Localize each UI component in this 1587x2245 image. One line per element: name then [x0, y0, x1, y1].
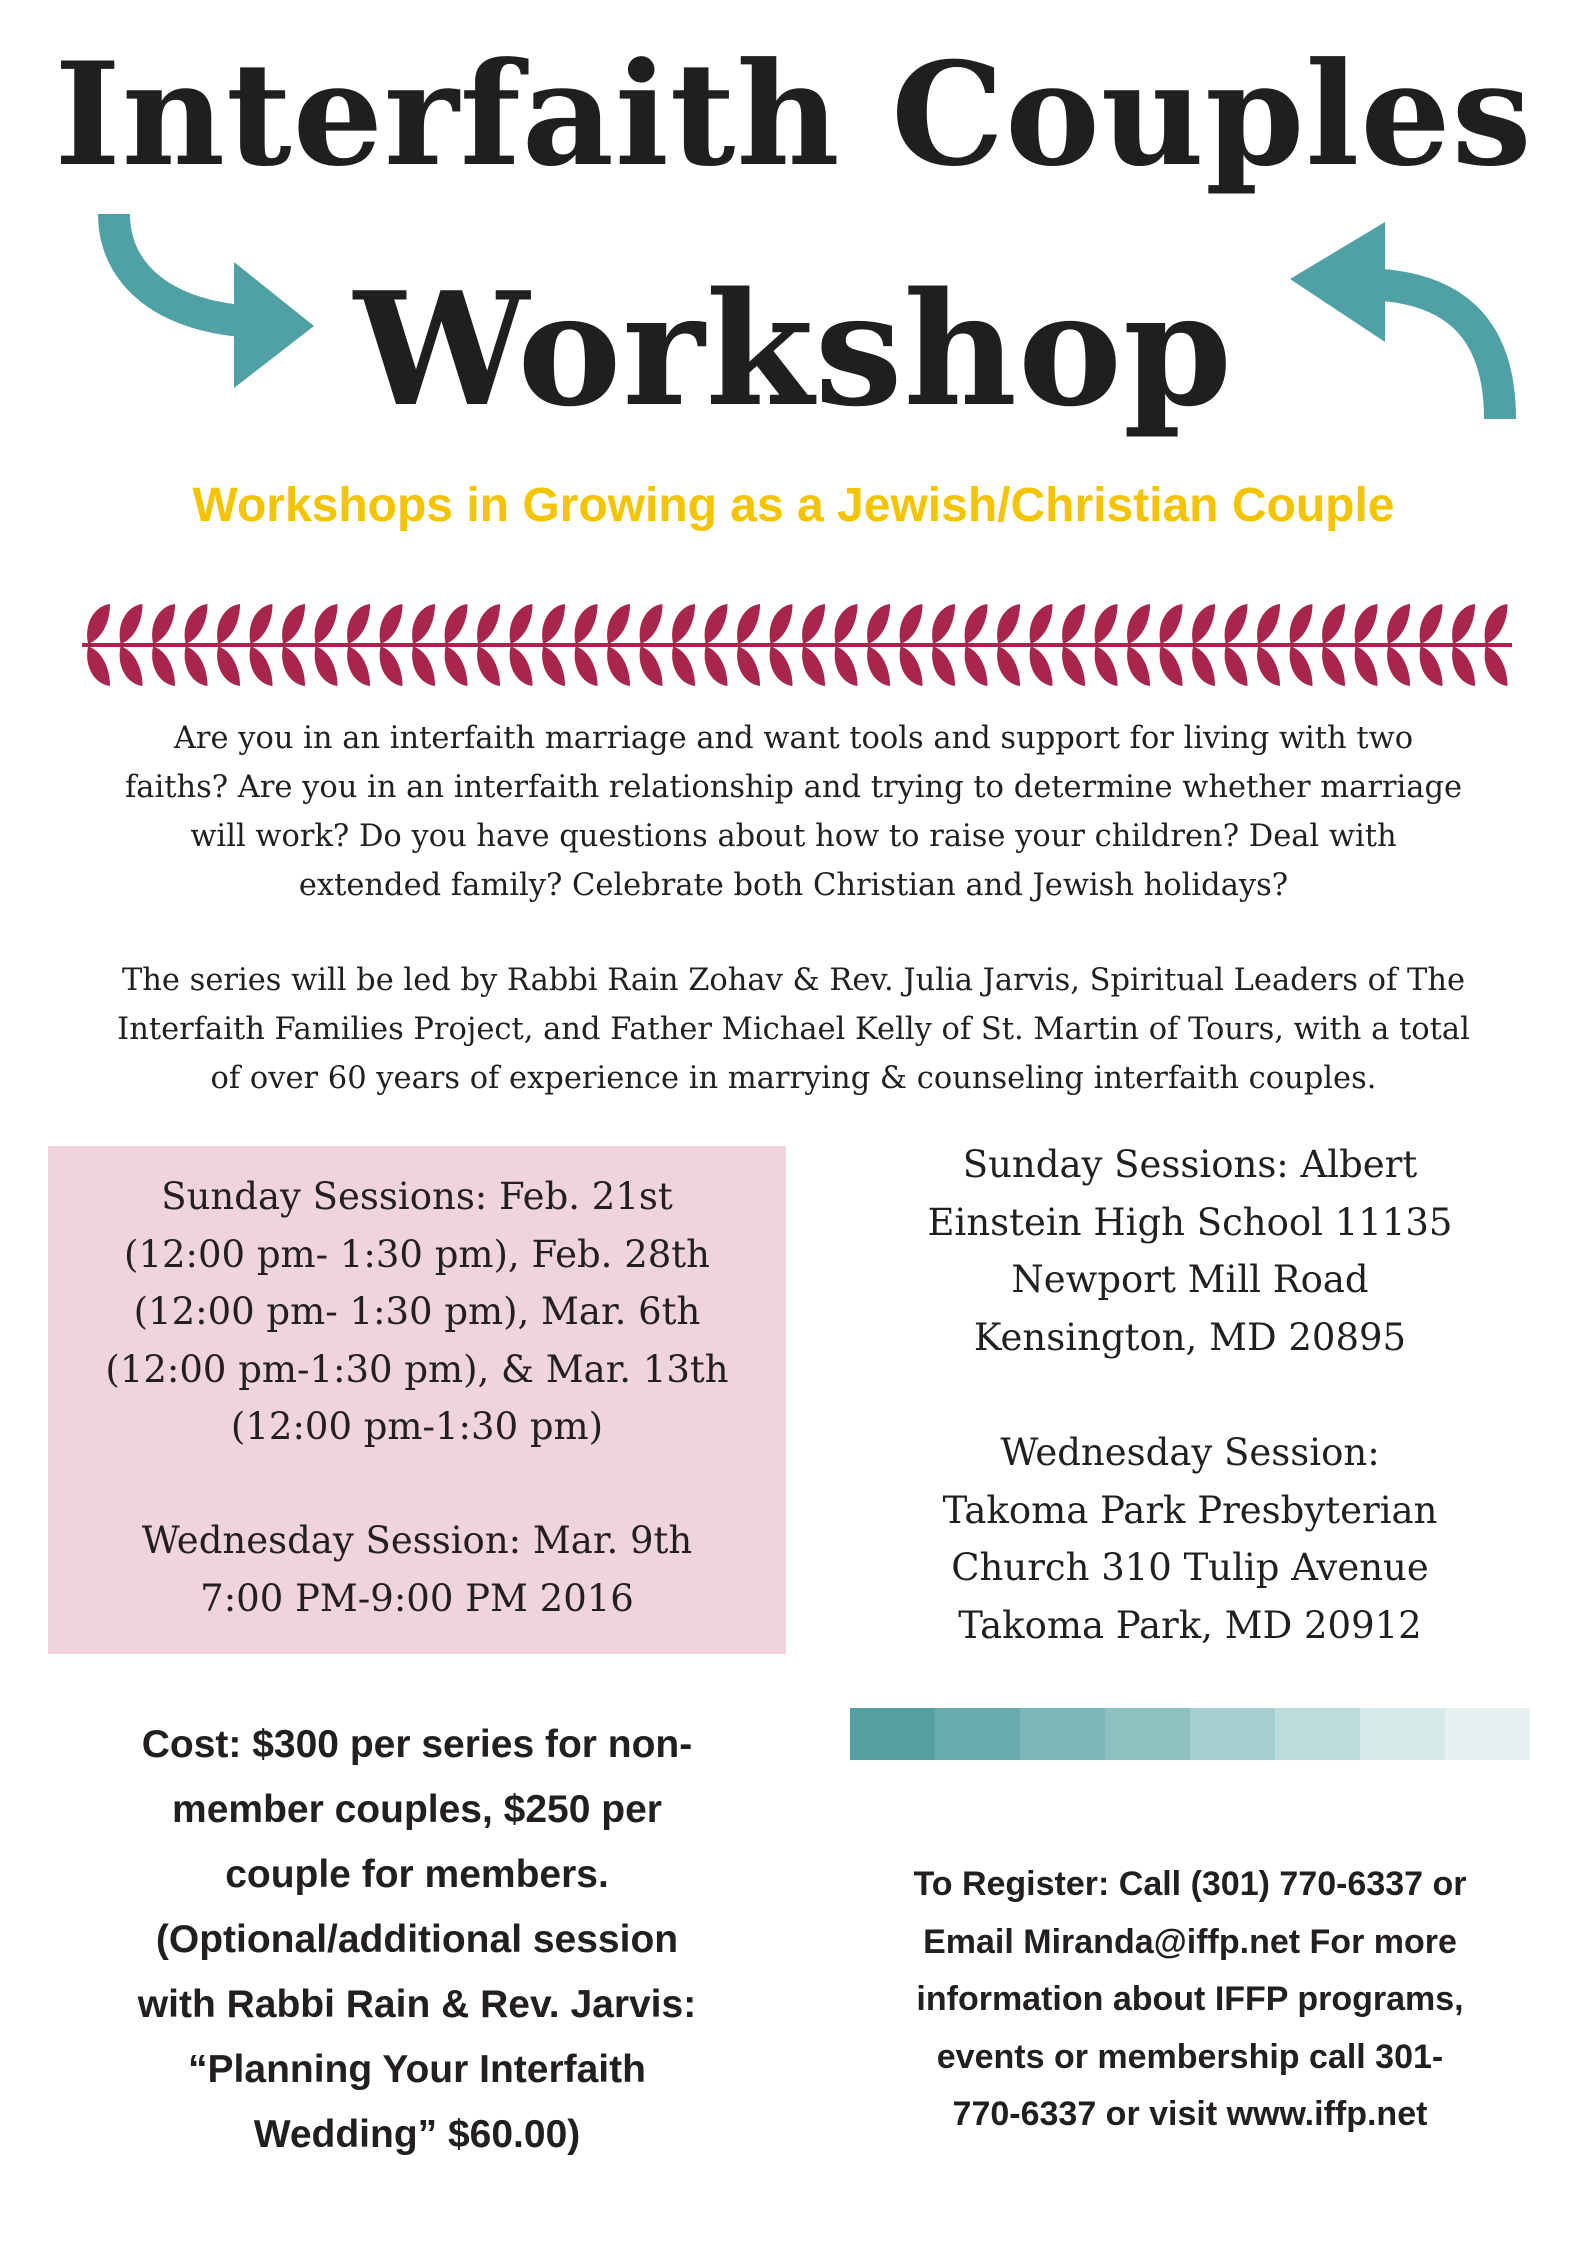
- leaf-lower: [510, 647, 533, 686]
- date-line: 7:00 PM-9:00 PM 2016: [200, 1576, 634, 1620]
- date-line: Sunday Sessions: Feb. 21st: [161, 1175, 673, 1218]
- location-line: Wednesday Session:: [1000, 1431, 1380, 1474]
- leaf-vine-divider: [82, 602, 1512, 688]
- leaf-lower: [672, 647, 695, 686]
- leaf-upper: [802, 604, 825, 643]
- leaf-lower: [867, 647, 890, 686]
- intro-line: will work? Do you have questions about how to raise your children? Deal with: [190, 819, 1397, 854]
- registration-info: [850, 1856, 1530, 2144]
- leaf-lower: [445, 647, 468, 686]
- leaf-lower: [1127, 647, 1150, 686]
- curved-arrow-right-icon: [84, 204, 324, 404]
- register-line: information about IFFP programs,: [916, 1980, 1464, 2018]
- leaf-upper: [1062, 604, 1085, 643]
- register-line: Email Miranda@iffp.net For more: [923, 1922, 1457, 1961]
- leaders-line: of over 60 years of experience in marrying & counseling interfaith couples.: [210, 1061, 1377, 1096]
- leaf-lower: [412, 647, 435, 686]
- location-line: Kensington, MD 20895: [973, 1315, 1407, 1359]
- leaf-lower: [1485, 647, 1508, 686]
- leaf-lower: [542, 647, 565, 686]
- leaf-upper: [87, 604, 110, 643]
- leaf-upper: [705, 604, 728, 643]
- leaf-upper: [1387, 604, 1410, 643]
- leaf-lower: [835, 647, 858, 686]
- leaf-lower: [900, 647, 923, 686]
- leaf-upper: [250, 604, 273, 643]
- subtitle: Workshops in Growing as a Jewish/Christian Couple: [192, 479, 1395, 532]
- cost-line: Cost: $300 per series for non-: [141, 1723, 693, 1766]
- date-line: (12:00 pm- 1:30 pm), Mar. 6th: [133, 1290, 701, 1333]
- leaf-upper: [380, 604, 403, 643]
- leaf-upper: [1452, 604, 1475, 643]
- leaf-lower: [640, 647, 663, 686]
- leaf-lower: [607, 647, 630, 686]
- leaf-upper: [867, 604, 890, 643]
- leaf-lower: [282, 647, 305, 686]
- leaf-upper: [1030, 604, 1053, 643]
- cost-line: (Optional/additional session: [155, 1918, 679, 1961]
- cost-info: [40, 1712, 794, 2167]
- leaf-upper: [997, 604, 1020, 643]
- color-swatch: [935, 1708, 1020, 1760]
- cost-line: “Planning Your Interfaith: [188, 2048, 646, 2091]
- leaf-upper: [282, 604, 305, 643]
- intro-line: Are you in an interfaith marriage and want tools and support for living with two: [173, 721, 1414, 756]
- register-line: 770-6337 or visit www.iffp.net: [952, 2095, 1428, 2133]
- leaf-lower: [380, 647, 403, 686]
- location-line: Newport Mill Road: [1011, 1258, 1369, 1301]
- leaf-upper: [835, 604, 858, 643]
- date-line: Wednesday Session: Mar. 9th: [141, 1519, 693, 1562]
- sunday-location: [850, 1136, 1530, 1366]
- leaf-lower: [185, 647, 208, 686]
- leaf-lower: [997, 647, 1020, 686]
- cost-line: member couples, $250 per: [172, 1788, 662, 1831]
- leaf-upper: [347, 604, 370, 643]
- intro-line: faiths? Are you in an interfaith relationship and trying to determine whether marriage: [124, 770, 1463, 805]
- color-swatch: [1360, 1708, 1445, 1760]
- leaf-upper: [965, 604, 988, 643]
- leaf-lower: [120, 647, 143, 686]
- leaf-lower: [802, 647, 825, 686]
- leaders-paragraph: [40, 956, 1547, 1103]
- leaf-lower: [1420, 647, 1443, 686]
- leaf-upper: [445, 604, 468, 643]
- leaders-line: The series will be led by Rabbi Rain Zohav & Rev. Julia Jarvis, Spiritual Leaders of The: [121, 963, 1466, 998]
- leaf-lower: [315, 647, 338, 686]
- leaf-lower: [250, 647, 273, 686]
- register-line: events or membership call 301-: [936, 2037, 1444, 2076]
- leaf-lower: [1355, 647, 1378, 686]
- cost-line: with Rabbi Rain & Rev. Jarvis:: [137, 1983, 697, 2026]
- location-line: Sunday Sessions: Albert: [962, 1143, 1418, 1186]
- leaf-upper: [120, 604, 143, 643]
- leaf-lower: [217, 647, 240, 686]
- leaf-upper: [1127, 604, 1150, 643]
- leaf-upper: [1160, 604, 1183, 643]
- intro-paragraph: [40, 714, 1547, 910]
- leaf-lower: [965, 647, 988, 686]
- leaf-upper: [932, 604, 955, 643]
- leaf-lower: [152, 647, 175, 686]
- leaf-lower: [1387, 647, 1410, 686]
- leaf-upper: [575, 604, 598, 643]
- leaf-upper: [315, 604, 338, 643]
- color-swatch: [1020, 1708, 1105, 1760]
- leaf-upper: [1355, 604, 1378, 643]
- leaf-lower: [1290, 647, 1313, 686]
- leaf-lower: [932, 647, 955, 686]
- leaf-upper: [1485, 604, 1508, 643]
- leaf-lower: [1062, 647, 1085, 686]
- leaf-upper: [412, 604, 435, 643]
- leaf-upper: [1290, 604, 1313, 643]
- leaf-lower: [770, 647, 793, 686]
- leaf-lower: [737, 647, 760, 686]
- wednesday-session-date: [48, 1512, 786, 1627]
- leaf-lower: [347, 647, 370, 686]
- cost-line: Wedding” $60.00): [253, 2113, 581, 2156]
- leaf-lower: [575, 647, 598, 686]
- leaf-lower: [705, 647, 728, 686]
- location-line: Takoma Park, MD 20912: [958, 1603, 1422, 1647]
- leaf-lower: [477, 647, 500, 686]
- date-line: (12:00 pm-1:30 pm): [230, 1405, 604, 1448]
- color-swatch: [1445, 1708, 1530, 1760]
- leaf-upper: [737, 604, 760, 643]
- color-swatch: [1105, 1708, 1190, 1760]
- date-line: (12:00 pm-1:30 pm), & Mar. 13th: [105, 1347, 729, 1391]
- cost-line: couple for members.: [225, 1853, 609, 1896]
- color-swatch: [1275, 1708, 1360, 1760]
- leaf-upper: [1257, 604, 1280, 643]
- curved-arrow-left-icon: [1280, 214, 1540, 424]
- leaf-upper: [1322, 604, 1345, 643]
- page-title-line-2: Workshop: [353, 258, 1234, 441]
- leaf-upper: [640, 604, 663, 643]
- session-dates-box: [48, 1146, 786, 1654]
- page-title-line-1: Interfaith Couples: [54, 32, 1533, 198]
- leaf-upper: [900, 604, 923, 643]
- leaders-line: Interfaith Families Project, and Father Michael Kelly of St. Martin of Tours, with a total: [117, 1012, 1470, 1047]
- wednesday-location: [850, 1424, 1530, 1654]
- sunday-session-dates: [48, 1168, 786, 1456]
- leaf-lower: [1160, 647, 1183, 686]
- leaf-lower: [1322, 647, 1345, 686]
- leaf-lower: [1095, 647, 1118, 686]
- leaf-upper: [510, 604, 533, 643]
- location-line: Takoma Park Presbyterian: [942, 1488, 1438, 1532]
- leaf-upper: [542, 604, 565, 643]
- leaf-upper: [477, 604, 500, 643]
- leaf-upper: [217, 604, 240, 643]
- leaf-lower: [1192, 647, 1215, 686]
- color-swatch: [1190, 1708, 1275, 1760]
- leaf-lower: [1030, 647, 1053, 686]
- leaf-lower: [1225, 647, 1248, 686]
- location-line: Church 310 Tulip Avenue: [951, 1546, 1429, 1589]
- leaf-upper: [1192, 604, 1215, 643]
- leaf-upper: [1225, 604, 1248, 643]
- leaf-upper: [1095, 604, 1118, 643]
- leaf-upper: [672, 604, 695, 643]
- color-swatch: [850, 1708, 935, 1760]
- color-swatch-bar: [850, 1708, 1530, 1760]
- leaf-upper: [185, 604, 208, 643]
- leaf-lower: [87, 647, 110, 686]
- location-line: Einstein High School 11135: [927, 1200, 1453, 1244]
- date-line: (12:00 pm- 1:30 pm), Feb. 28th: [124, 1232, 710, 1276]
- leaf-lower: [1452, 647, 1475, 686]
- leaf-upper: [1420, 604, 1443, 643]
- register-line: To Register: Call (301) 770-6337 or: [913, 1865, 1467, 1903]
- leaf-upper: [607, 604, 630, 643]
- intro-line: extended family? Celebrate both Christian and Jewish holidays?: [298, 868, 1289, 903]
- leaf-upper: [770, 604, 793, 643]
- leaf-lower: [1257, 647, 1280, 686]
- leaf-upper: [152, 604, 175, 643]
